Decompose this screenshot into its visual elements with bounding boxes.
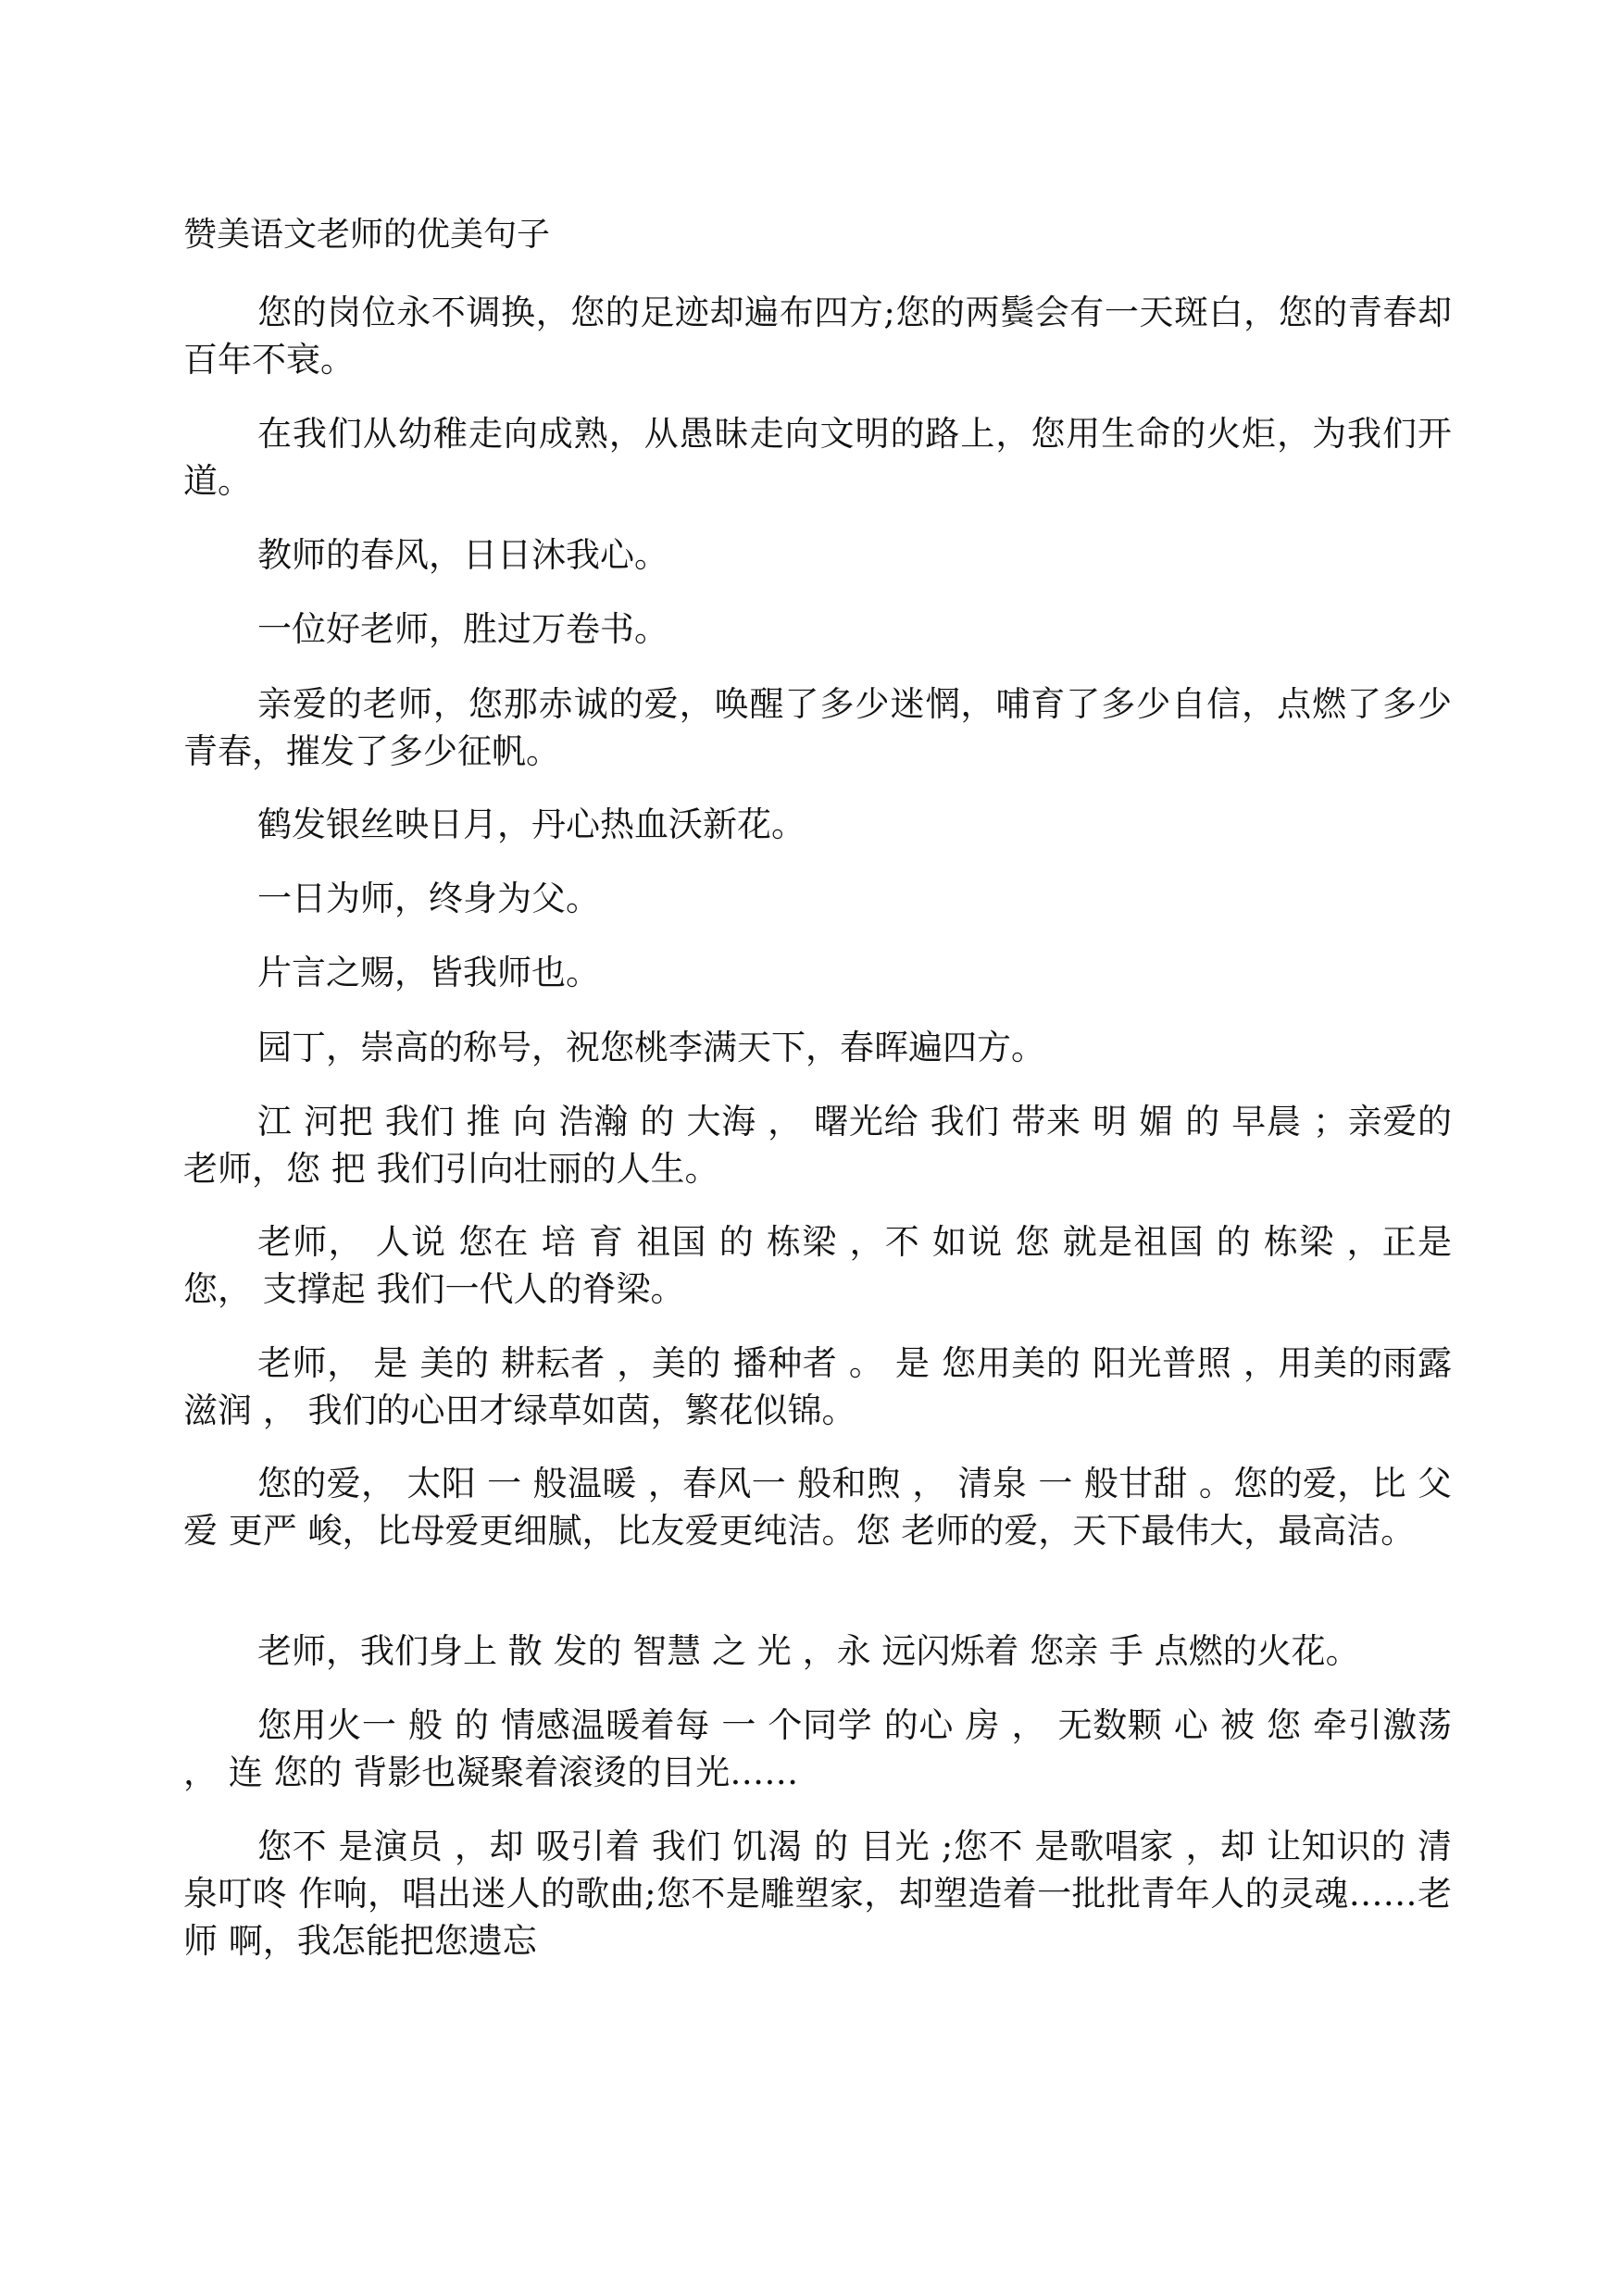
paragraph: 江 河把 我们 推 向 浩瀚 的 大海 ， 曙光给 我们 带来 明 媚 的 早晨 ；亲爱的老师，您 把 我们引向壮丽的人生。 bbox=[183, 1102, 1452, 1189]
paragraph: 老师，我们身上 散 发的 智慧 之 光 ，永 远闪烁着 您亲 手 点燃的火花。 bbox=[257, 1631, 1360, 1671]
paragraph: 老师， 是 美的 耕耘者 ，美的 播种者 。 是 您用美的 阳光普照 ，用美的雨露滋润 ， 我们的心田才绿草如茵，繁花似锦。 bbox=[183, 1343, 1452, 1430]
document-title: 赞美语文老师的优美句子 bbox=[183, 216, 551, 254]
paragraph: 您的岗位永不调换，您的足迹却遍布四方;您的两鬓会有一天斑白，您的青春却百年不衰。 bbox=[183, 293, 1452, 380]
paragraph: 鹤发银丝映日月，丹心热血沃新花。 bbox=[257, 804, 806, 844]
paragraph: 片言之赐，皆我师也。 bbox=[257, 953, 600, 992]
paragraph: 一日为师，终身为父。 bbox=[257, 879, 600, 918]
paragraph: 您的爱， 太阳 一 般温暖 ，春风一 般和煦 ， 清泉 一 般甘甜 。您的爱，比 父爱 更严 峻，比母爱更细腻，比友爱更纯洁。您 老师的爱，天下最伟大，最高洁。 bbox=[183, 1464, 1452, 1551]
paragraph: 老师， 人说 您在 培 育 祖国 的 栋梁 ，不 如说 您 就是祖国 的 栋梁 ，正是 您， 支撑起 我们一代人的脊梁。 bbox=[183, 1222, 1452, 1309]
paragraph: 教师的春风，日日沐我心。 bbox=[257, 535, 668, 575]
paragraph: 亲爱的老师，您那赤诚的爱，唤醒了多少迷惘，哺育了多少自信，点燃了多少青春，摧发了多少征帆。 bbox=[183, 684, 1452, 771]
paragraph: 在我们从幼稚走向成熟，从愚昧走向文明的路上，您用生命的火炬，为我们开道。 bbox=[183, 414, 1452, 501]
paragraph: 园丁，崇高的称号，祝您桃李满天下，春晖遍四方。 bbox=[257, 1028, 1045, 1067]
paragraph: 一位好老师，胜过万卷书。 bbox=[257, 609, 668, 649]
paragraph: 您不 是演员 ，却 吸引着 我们 饥渴 的 目光 ;您不 是歌唱家 ，却 让知识的 清泉叮咚 作响，唱出迷人的歌曲;您不是雕塑家，却塑造着一批批青年人的灵魂……老师 啊，我怎能把您遗忘 bbox=[183, 1827, 1452, 1961]
paragraph: 您用火一 般 的 情感温暖着每 一 个同学 的心 房 ， 无数颗 心 被 您 牵引激荡 ， 连 您的 背影也凝聚着滚烫的目光…… bbox=[183, 1705, 1452, 1792]
